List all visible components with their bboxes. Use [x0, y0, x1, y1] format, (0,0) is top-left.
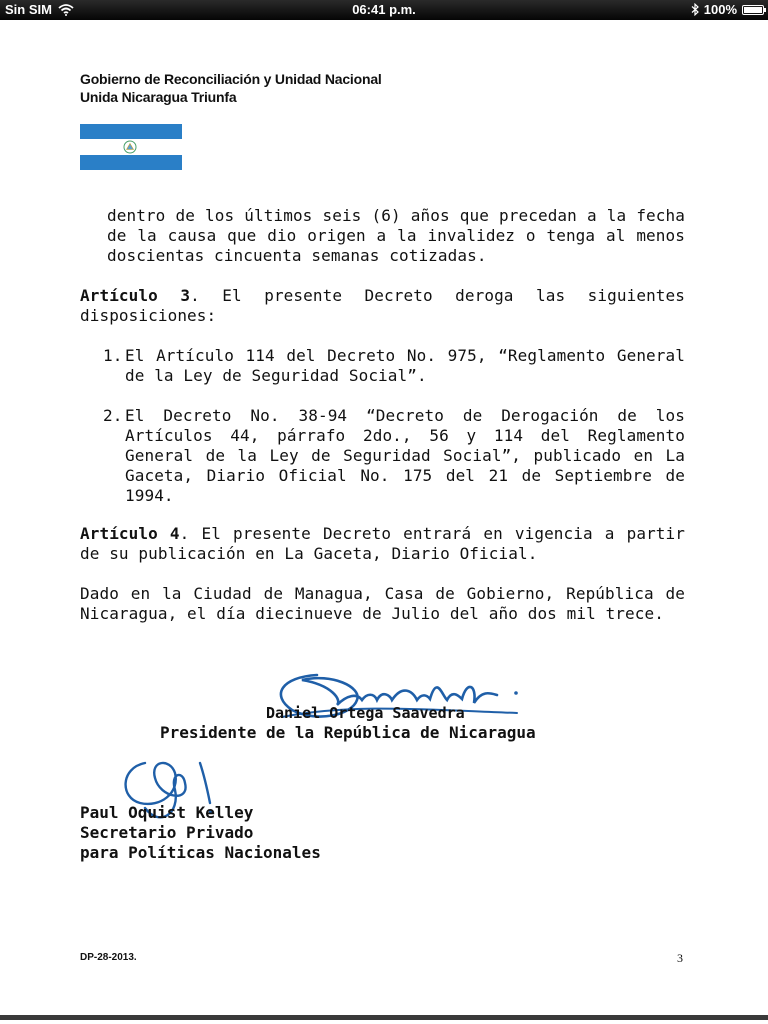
secretary-title-2: para Políticas Nacionales	[80, 843, 321, 862]
battery-icon	[742, 5, 764, 15]
status-time: 06:41 p.m.	[352, 2, 416, 17]
flag-middle-stripe	[80, 139, 182, 155]
article-3-label: Artículo 3	[80, 286, 191, 305]
header-line-1: Gobierno de Reconciliación y Unidad Nacional	[80, 71, 382, 87]
continuation-paragraph: dentro de los últimos seis (6) años que precedan a la fecha de la causa que dio origen a la invalidez o tenga al menos doscientas cincuenta semanas cotizadas.	[107, 206, 685, 265]
nicaragua-flag	[80, 124, 182, 170]
battery-fill	[744, 7, 762, 13]
document-page[interactable]	[0, 20, 768, 1020]
list-item	[103, 346, 685, 386]
secretary-block	[80, 803, 321, 863]
bluetooth-icon	[691, 3, 699, 16]
page-number: 3	[677, 951, 683, 965]
flag-bottom-stripe	[80, 155, 182, 170]
flag-top-stripe	[80, 124, 182, 139]
president-title: Presidente de la República de Nicaragua	[160, 723, 536, 742]
header-line-2: Unida Nicaragua Triunfa	[80, 89, 237, 105]
coat-of-arms-icon	[123, 140, 137, 154]
document-code: DP-28-2013.	[80, 952, 137, 963]
document-header	[80, 70, 382, 106]
carrier-label: Sin SIM	[5, 2, 52, 17]
article-4-label: Artículo 4	[80, 524, 180, 543]
article-3-text: . El presente Decreto deroga las siguientes disposiciones:	[80, 286, 686, 325]
list-item-number: 2.	[103, 406, 123, 425]
secretary-title: Secretario Privado	[80, 823, 254, 842]
battery-percent: 100%	[703, 2, 737, 17]
bottom-bar	[0, 1015, 768, 1020]
article-3-paragraph	[80, 286, 685, 326]
list-item-number: 1.	[103, 346, 123, 365]
article-4-text: . El presente Decreto entrará en vigencia a partir de su publicación en La Gaceta, Diario Oficial.	[80, 524, 686, 563]
article-4-paragraph	[80, 524, 685, 564]
status-bar	[0, 0, 768, 20]
status-right	[691, 2, 764, 17]
closing-paragraph: Dado en la Ciudad de Managua, Casa de Gobierno, República de Nicaragua, el día diecinueve de Julio del año dos mil trece.	[80, 584, 685, 623]
secretary-name: Paul Oquist Kelley	[80, 803, 254, 822]
list-item-text: El Decreto No. 38-94 “Decreto de Derogación de los Artículos 44, párrafo 2do., 56 y 114 del Reglamento General de la Ley de Seguridad Social”, publicado en La Gaceta, Diario Oficial No. 175 del 21 de Septiembre de 1994.	[125, 406, 685, 505]
list-item-text: El Artículo 114 del Decreto No. 975, “Reglamento General de la Ley de Seguridad Social”.	[125, 346, 685, 385]
president-name: Daniel Ortega Saavedra	[266, 704, 465, 722]
list-item	[103, 406, 685, 506]
